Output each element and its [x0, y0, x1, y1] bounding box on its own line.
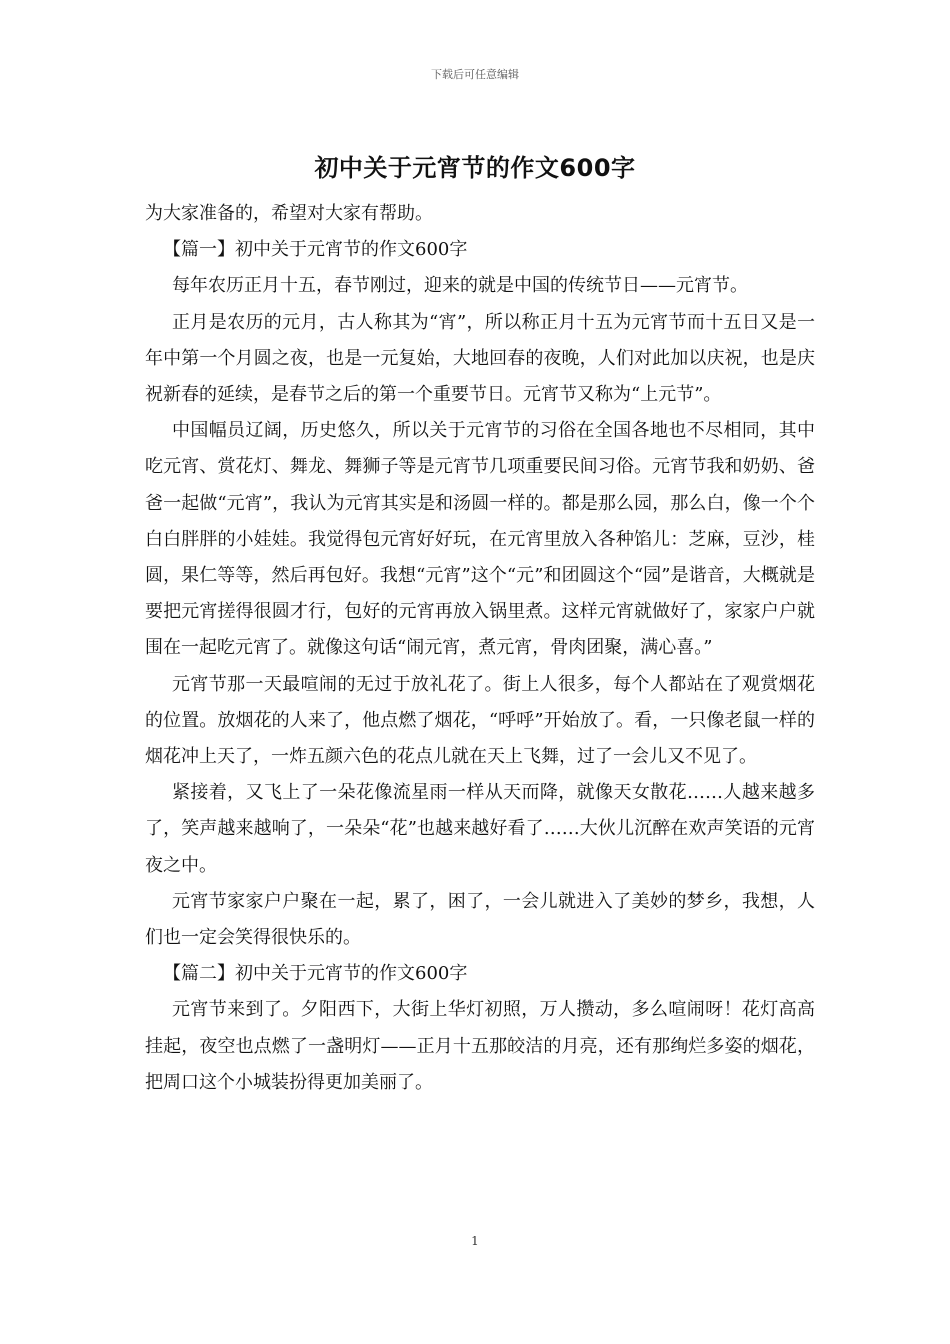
page-header-note: 下载后可任意编辑	[431, 68, 519, 81]
body-paragraph: 中国幅员辽阔，历史悠久，所以关于元宵节的习俗在全国各地也不尽相同，其中吃元宵、赏花灯、舞龙、舞狮子等是元宵节几项重要民间习俗。元宵节我和奶奶、爸爸一起做“元宵”，我认为元宵其实是和汤圆一样的。都是那么园，那么白，像一个个白白胖胖的小娃娃。我觉得包元宵好好玩，在元宵里放入各种馅儿：芝麻，豆沙，桂圆，果仁等等，然后再包好。我想“元宵”这个“元”和团圆这个“园”是谐音，大概就是要把元宵搓得很圆才行，包好的元宵再放入锅里煮。这样元宵就做好了，家家户户就围在一起吃元宵了。就像这句话“闹元宵，煮元宵，骨肉团聚，满心喜。”	[145, 420, 815, 659]
body-paragraph: 元宵节来到了。夕阳西下，大街上华灯初照，万人攒动，多么喧闹呀！花灯高高挂起，夜空也点燃了一盏明灯——正月十五那皎洁的月亮，还有那绚烂多姿的烟花，把周口这个小城装扮得更加美丽了。	[145, 999, 815, 1093]
body-paragraph: 正月是农历的元月，古人称其为“宵”，所以称正月十五为元宵节而十五日又是一年中第一个月圆之夜，也是一元复始，大地回春的夜晚，人们对此加以庆祝，也是庆祝新春的延续，是春节之后的第一个重要节日。元宵节又称为“上元节”。	[145, 311, 815, 406]
document-title: 初中关于元宵节的作文600字	[314, 154, 636, 182]
body-paragraph: 元宵节家家户户聚在一起，累了，困了，一会儿就进入了美妙的梦乡，我想，人们也一定会笑得很快乐的。	[145, 890, 815, 949]
page-number: 1	[471, 1234, 479, 1248]
section-heading-2: 【篇二】初中关于元宵节的作文600字	[163, 963, 468, 985]
document-body	[145, 196, 815, 1101]
intro-paragraph: 为大家准备的，希望对大家有帮助。	[145, 203, 433, 224]
body-paragraph: 紧接着，又飞上了一朵花像流星雨一样从天而降，就像天女散花……人越来越多了，笑声越来越响了，一朵朵“花”也越来越好看了……大伙儿沉醉在欢声笑语的元宵夜之中。	[145, 782, 815, 876]
body-paragraph: 每年农历正月十五，春节刚过，迎来的就是中国的传统节日——元宵节。	[172, 275, 748, 297]
section-heading-1: 【篇一】初中关于元宵节的作文600字	[163, 239, 468, 261]
body-paragraph: 元宵节那一天最喧闹的无过于放礼花了。街上人很多，每个人都站在了观赏烟花的位置。放烟花的人来了，他点燃了烟花，“呼呼”开始放了。看，一只像老鼠一样的烟花冲上天了，一炸五颜六色的花点儿就在天上飞舞，过了一会儿又不见了。	[145, 673, 815, 768]
